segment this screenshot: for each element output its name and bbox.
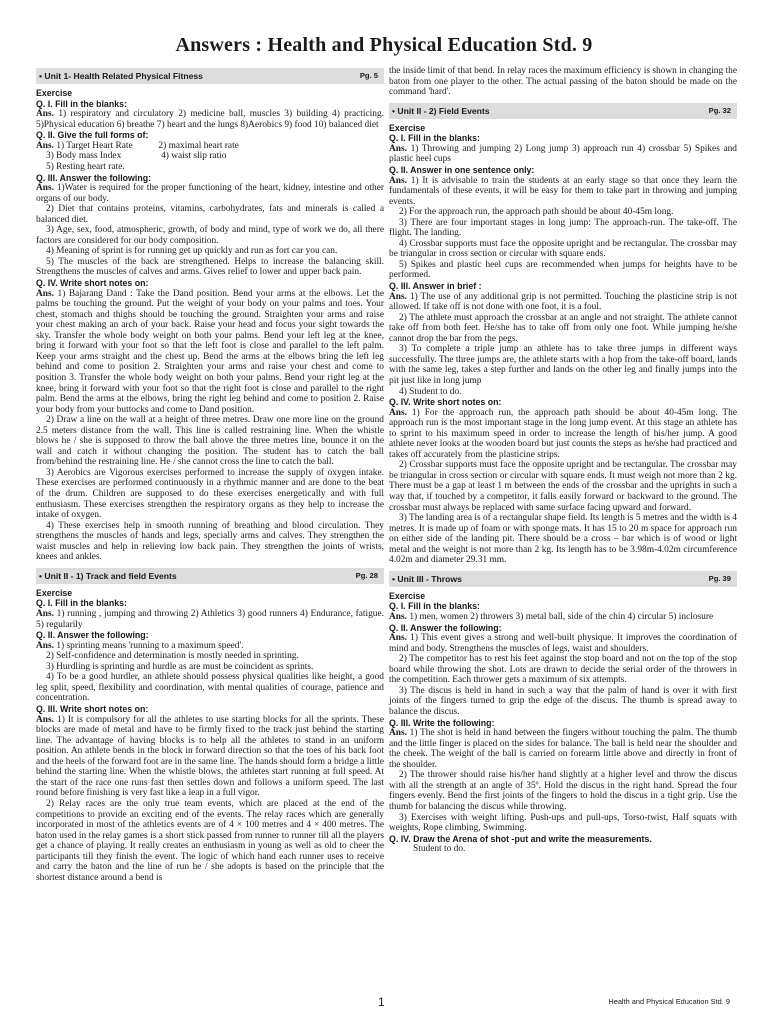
answer-paragraph: 2) Diet that contains proteins, vitamins, carbohydrates, fats and minerals is called a balanced diet.: [36, 204, 384, 225]
answer-paragraph: Ans. 1) sprinting means 'running to a maximum speed'.: [36, 640, 244, 651]
question-heading: Q. I. Fill in the blanks:: [36, 98, 127, 109]
answer-paragraph: 4) These exercises help in smooth running of breathing and blood circulation. They strengthens the muscles of hands and legs, specially arms and calves. They strengthen the waist muscles and help in relieving low back pain. They strengthen the joints of wrists, knees and ankles.: [36, 520, 384, 563]
answer-paragraph: 3) Body mass Index 4) waist slip ratio: [46, 151, 227, 162]
answer-paragraph: 2) The thrower should raise his/her hand slightly at a higher level and throw the discus with all the strength at an angle of 35º. Hold the discus in the right hand. Spread the four fingers evenly. Bend the first joints of the fingers to hold the discus in a tight grip. Use the thumb for balancing the discus while throwing.: [389, 770, 737, 812]
unit-page-ref: Pg. 32: [708, 105, 731, 115]
answer-paragraph: 2) Draw a line on the wall at a height of three metres. Draw one more line on the ground 2.5 meters distance from the wall. This line is called restraining line. When the whistle blows he / she is supposed to throw the ball above the three metres line, bounce it on the wall and catch it without changing the position. The student has to catch the ball from/behind the restraining line. He / she cannot cross the line to catch the ball.: [36, 415, 384, 468]
question-heading: Q. II. Answer the following:: [36, 630, 149, 641]
answer-paragraph: 2) Self-confidence and determination is mostly needed in sprinting.: [46, 651, 299, 662]
answer-paragraph: 3) Aerobics are Vigorous exercises performed to increase the supply of oxygen intake. These exercises are performed continuously in a rhythmic manner and are done to the beat of the drum. Children are supposed to do these exercises energetically and with full enthusiasm. These exercises strengthen the respiratory organs as they help to increase the intake of oxygen.: [36, 467, 384, 521]
answer-paragraph: 5) The muscles of the back are strengthened. Helps to increase the balancing skill. Strengthens the muscles of calves and arms. Gives relief to lower and upper back pain.: [36, 256, 384, 278]
answer-paragraph: 2) Relay races are the only true team events, which are placed at the end of the competitions to provide an exciting end of the events. The relay races which are generally incorporated in most of the athletics events are of 4 × 100 metres and 4 × 400 metres. The baton used in the relay games is a short stick passed from runner to runner till all the players get a chance of playing. It really creates an enthusiasm in young as well as old to cheer the participants till they finish the event. The logic of which hand each runner uses to receive and carry the baton and the line of run he / she adopts is based on the principle that the shortest distance around a bend is: [36, 798, 384, 883]
answer-paragraph: 4) To be a good hurdler, an athlete should possess physical qualities like height, a good leg split, speed, flexibility and coordination, with mental qualities of courage, patience and concentration.: [36, 672, 384, 704]
unit-page-ref: Pg. 5: [359, 71, 378, 80]
exercise-heading: Exercise: [389, 122, 426, 133]
answer-paragraph: 2) For the approach run, the approach path should be about 40-45m long.: [399, 207, 674, 218]
question-heading: Q. III. Write the following:: [389, 717, 495, 728]
answer-paragraph: 3) Hurdling is sprinting and hurdle as are must be coincident as sprints.: [46, 661, 314, 672]
unit-page-ref: Pg. 39: [708, 573, 731, 583]
exercise-heading: Exercise: [36, 88, 73, 98]
question-heading: Q. II. Give the full forms of:: [36, 130, 149, 141]
answer-paragraph: 3) The discus is held in hand in such a way that the palm of hand is over it with first joints of the fingers turned to grip the edge of the discus. The thumb is spread away to balance the discus.: [389, 685, 737, 717]
answer-paragraph: 4) Student to do.: [399, 386, 462, 397]
unit-page-ref: Pg. 28: [355, 570, 378, 580]
exercise-heading: Exercise: [36, 587, 73, 598]
unit-title: • Unit II - 2) Field Events: [392, 105, 490, 116]
answer-paragraph: Ans. 1) The shot is held in hand between the fingers without touching the palm. The thumb and the little finger is placed on the sides for balance. The ball is held near the shoulder and the cheek. The weight of the ball is carried on forearm little above and directly in front of the shoulder.: [389, 728, 737, 770]
question-heading: Q. II. Answer in one sentence only:: [389, 164, 535, 175]
answer-paragraph: Ans. 1) The use of any additional grip is not permitted. Touching the plasticine strip is not allowed. If take off is not done with one foot, it is a foul.: [389, 291, 737, 313]
question-heading: Q. IV. Draw the Arena of shot -put and write the measurements.: [389, 833, 652, 844]
answer-paragraph: Ans. 1) Target Heart Rate 2) maximal heart rate: [36, 140, 239, 151]
answer-paragraph: Ans. 1) This event gives a strong and well-built physique. It improves the coordination of mind and body. Strengthens the muscles of legs, waist and shoulders.: [389, 633, 737, 654]
page-title: Answers : Health and Physical Education Std. 9: [175, 34, 593, 56]
page-number: 1: [378, 995, 385, 1009]
footer-text: Health and Physical Education Std. 9: [608, 997, 730, 1006]
answer-paragraph: 3) To complete a triple jump an athlete has to take three jumps in different ways successfully. The three jumps are, the athlete starts with a hop from the take-off board, lands with the same leg, takes a step further and lands on the other leg and finally jumps into the pit just like in long jump: [389, 344, 737, 386]
question-heading: Q. III. Answer in brief :: [389, 280, 482, 291]
answer-paragraph: Ans. 1) respiratory and circulatory 2) medicine ball, muscles 3) building 4) practicing. 5)Physical education 6) breathe 7) heart and the lungs 8)Aerobics 9) food 10) balanced diet: [36, 109, 384, 130]
question-heading: Q. III. Write short notes on:: [36, 704, 149, 714]
unit-header-track-field: [36, 568, 384, 584]
answer-paragraph: 3) Exercises with weight lifting. Push-ups and pull-ups, Torso-twist, Half squats with weights, Rope climbing, Swimming.: [389, 812, 737, 834]
question-heading: Q. IV. Write short notes on:: [389, 397, 502, 408]
exercise-heading: Exercise: [389, 590, 426, 601]
answer-paragraph: 2) The athlete must approach the crossbar at an angle and not straight. The athlete cannot take off from both feet. He/she has to take off from only one foot. While jumping he/she cannot drop the bar from the pegs.: [389, 312, 737, 344]
answer-paragraph: Ans. 1) Bajarang Dand : Take the Dand position. Bend your arms at the elbows. Let the palms be touching the ground. Put the weight of your body on your palms and toes. Your chest, stomach and thighs should be touching the ground. Straighten your arms and raise your chest making an arch of your back. Raise your head and focus your sight towards the sky. Transfer the whole body weight on both your palms. Bend your left leg at the knee, bring it forward with your foot so that the left foot is close and parallel to the left palm. Keep your arms straight and the chest up. Bend the arms at the elbows bring the left leg behind and come to position 2. Straighten your arms and raise your chest and come to position 3. Transfer the whole body weight on both your palms. Bend your right leg at the knee, bring it forward with your foot so that the right foot is close and parallel to the right palm. Bend the arms at the elbows, bring the right leg behind and come to position 2. Raise your body from your buttocks and come to Dand position.: [36, 288, 384, 415]
continued-paragraph: the inside limit of that bend. In relay races the maximum efficiency is shown in changing the baton from one player to the other. The actual passing of the baton should be made on the command 'hard'.: [389, 66, 737, 98]
answer-paragraph: Ans. 1) running , jumping and throwing 2) Athletics 3) good runners 4) Endurance, fatigue. 5) regularily: [36, 609, 384, 630]
answer-paragraph: Ans. 1) It is compulsory for all the athletes to use starting blocks for all the sprints. These blocks are made of metal and have to be firmly fixed to the track just behind the starting line. The advantage of having blocks is to help all the athletes to stand in an uniform position. An athlete bends in the block in forward direction so that the toes of his back foot and the heels of the forward foot are in the same line. The hands should form a bridge a little behind the starting line. When the whistle blows, the athletes start running at full speed. At the start of the race one runs fast then settles down and follows a uniform speed. The last round before finishing is very fast like a leap in a full vigor.: [36, 714, 384, 799]
answer-paragraph: Ans. 1) It is advisable to train the students at an early stage so that once they learn the fundamentals of these events, it will be easy for them to take part in throwing and jumping events.: [389, 175, 737, 207]
answer-paragraph: Ans. 1)Water is required for the proper functioning of the heart, kidney, intestine and other organs of our body.: [36, 183, 384, 204]
answer-paragraph: 5) Resting heart rate.: [46, 161, 125, 172]
left-column: [36, 66, 384, 883]
question-heading: Q. IV. Write short notes on:: [36, 278, 149, 289]
unit-title: • Unit III - Throws: [392, 573, 462, 584]
unit-header-throws: [389, 571, 737, 587]
answer-paragraph: 2) The competitor has to rest his feet against the stop board and not on the top of the stop board while throwing the shot. Lots are drawn to decide the serial order of the throwers in the competition. Each thrower gets a maximum of six attempts.: [389, 654, 737, 686]
answer-paragraph: 4) Meaning of sprint is for running get up quickly and run as fort car you can.: [46, 246, 338, 257]
answer-paragraph: 3) Age, sex, food, atmospheric, growth, of body and mind, type of work we do, all there factors are considered for our body composition.: [36, 225, 384, 246]
answer-paragraph: 5) Spikes and plastic heel cups are recommended when jumps for heights have to be performed.: [389, 259, 737, 281]
question-heading: Q. I. Fill in the blanks:: [36, 598, 127, 609]
answer-paragraph: Ans. 1) men, women 2) throwers 3) metal ball, side of the chin 4) circular 5) inclosure: [389, 612, 714, 623]
answer-paragraph: Student to do.: [413, 844, 466, 855]
question-heading: Q. I. Fill in the blanks:: [389, 133, 480, 144]
right-column: [389, 66, 737, 855]
question-heading: Q. II. Answer the following:: [389, 622, 502, 633]
answer-paragraph: 2) Crossbar supports must face the opposite upright and be rectangular. The crossbar may be triangular in cross section or circular with square ends. It must weigh not more than 2 kg. There must be a gap at least 1 m between the ends of the crossbar and the uprights in such a way that, if touched by a competitor, it falls easily forward or backward to the ground. The crossbar must always be replaced with same surface facing upward and forward.: [389, 460, 737, 513]
unit-header-field-events: [389, 103, 737, 119]
unit-title: • Unit 1- Health Related Physical Fitness: [39, 71, 203, 81]
question-heading: Q. I. Fill in the blanks:: [389, 601, 480, 612]
question-heading: Q. III. Answer the following:: [36, 172, 152, 183]
unit-header-health-fitness: [36, 68, 384, 84]
unit-title: • Unit II - 1) Track and field Events: [39, 570, 177, 581]
answer-paragraph: 4) Crossbar supports must face the opposite upright and be rectangular. The crossbar may be triangular in cross section or circular with square ends.: [389, 238, 737, 260]
answer-paragraph: Ans. 1) Throwing and jumping 2) Long jump 3) approach run 4) crossbar 5) Spikes and plastic heel cups: [389, 143, 737, 165]
answer-paragraph: Ans. 1) For the approach run, the approach path should be about 40-45m long. The approach run is the most important stage in the long jump event. At this stage an athlete has to sprint to his maximum speed in order to increase the length of his/her jump. A good athlete never looks at the wooden board but just counts the steps as he/she had practiced and takes off accurately from the plasticine strips.: [389, 407, 737, 460]
answer-paragraph: 3) The landing area is of a rectangular shape field. Its length is 5 metres and the width is 4 metres. It is made up of foam or with sponge mats. It has 15 to 20 m space for approach run on either side of the landing pit. There should be a cross – bar which is of wood or light metal and the weight is not more than 2 kg. Its length has to be 3.98m-4.02m circumference 4.02m and diameter 29.31 mm.: [389, 513, 737, 566]
answer-paragraph: 3) There are four important stages in long jump: The approach-run. The take-off. The flight. The landing.: [389, 217, 737, 239]
